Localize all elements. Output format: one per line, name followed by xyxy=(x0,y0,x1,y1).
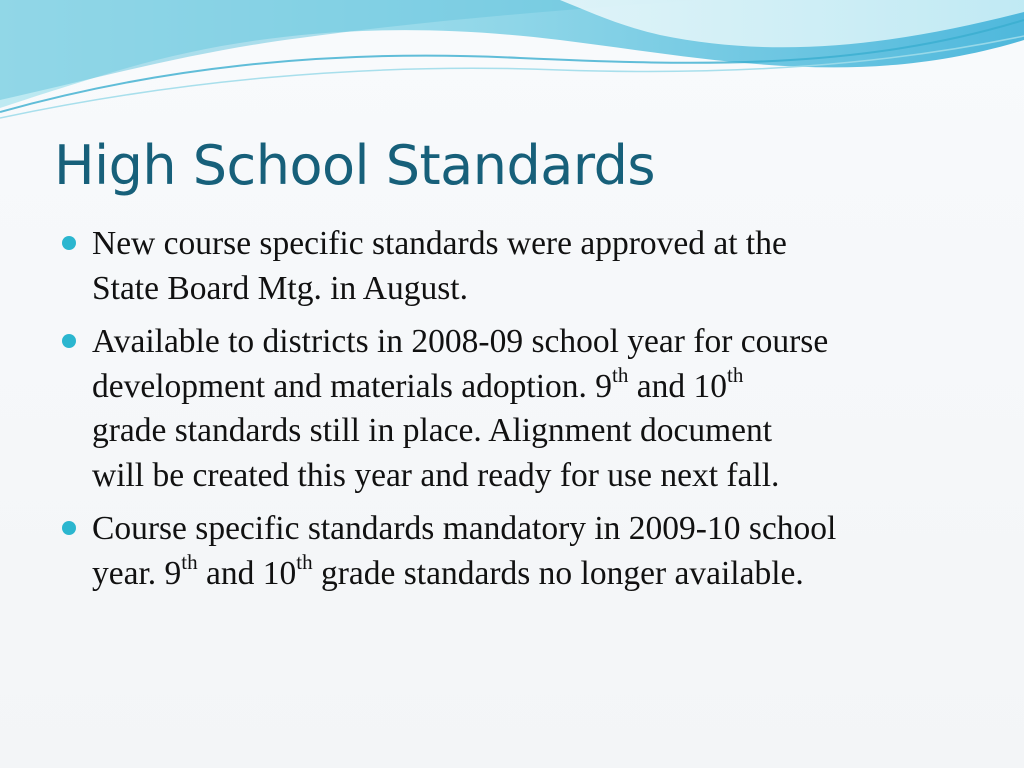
ordinal-suffix: th xyxy=(612,363,629,388)
ordinal-suffix: th xyxy=(181,550,198,575)
ordinal-suffix: th xyxy=(296,550,313,575)
bullet-dot-icon xyxy=(62,236,76,250)
header-wave-decoration xyxy=(0,0,1024,130)
bullet-line: development and materials adoption. 9th and 10th xyxy=(92,363,744,405)
bullet-item xyxy=(62,222,982,311)
bullet-line: year. 9th and 10th grade standards no longer available. xyxy=(92,550,804,592)
bullet-line: will be created this year and ready for use next fall. xyxy=(92,456,780,494)
bullet-line: Course specific standards mandatory in 2009-10 school xyxy=(92,510,837,547)
slide-title: High School Standards xyxy=(54,134,656,197)
bullet-item xyxy=(62,507,982,596)
bullet-list xyxy=(62,222,982,605)
bullet-line: grade standards still in place. Alignment document xyxy=(92,412,773,449)
bullet-item xyxy=(62,320,982,498)
bullet-line: Available to districts in 2008-09 school year for course xyxy=(92,323,829,360)
bullet-dot-icon xyxy=(62,521,76,535)
bullet-line: New course specific standards were approved at the xyxy=(92,225,787,262)
bullet-line: State Board Mtg. in August. xyxy=(92,269,468,307)
ordinal-suffix: th xyxy=(727,363,744,388)
bullet-dot-icon xyxy=(62,334,76,348)
